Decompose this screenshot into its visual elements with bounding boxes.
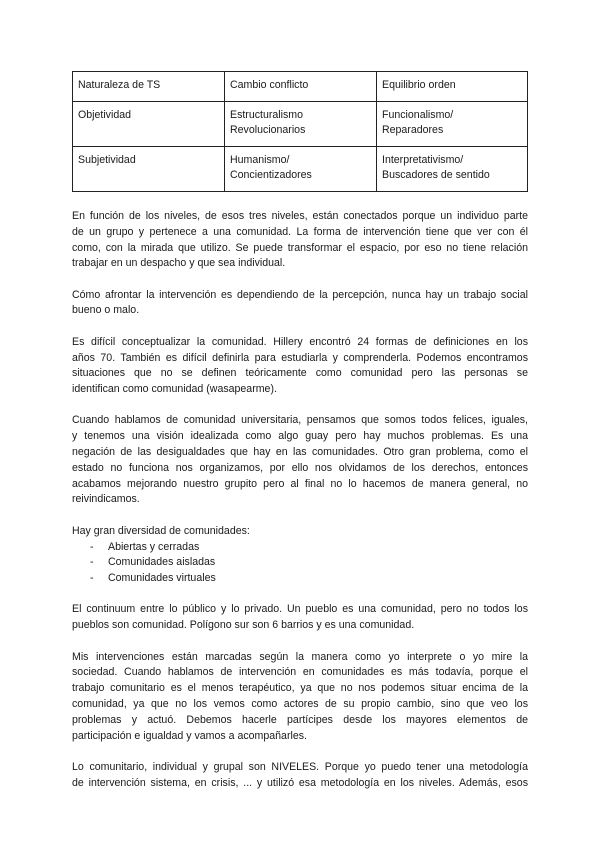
document-page <box>72 71 528 791</box>
table-header-cell: Equilibrio orden <box>377 72 528 102</box>
paragraph-levels: En función de los niveles, de esos tres niveles, están conectados porque un individuo parte de un grupo y pertenece a una comunidad. La forma de intervención tiene que ver con él como, con la mirada que utilizo. Se puede transformar el espacio, por eso no tiene relación trabajar en un despacho y que sea individual. <box>72 210 528 270</box>
paragraph-community-concept: Es difícil conceptualizar la comunidad. Hillery encontró 24 formas de definiciones en los años 70. También es difícil definirla para estudiarla y comprenderla. Podemos encontramos situaciones que no se definen teóricamente como comunidad pero las personas se identifican como comunidad (wasapearme). <box>72 335 528 396</box>
paragraph-levels-methodology: Lo comunitario, individual y grupal son NIVELES. Porque yo puedo tener una metodología de intervención sistema, en crisis, ... y utilizó esa metodología en los niveles. Además, esos <box>72 760 528 789</box>
paragraph-diversity: Hay gran diversidad de comunidades: - Abiertas y cerradas - Comunidades aisladas - Comunidades virtuales <box>72 524 528 587</box>
list-item: - Comunidades virtuales <box>90 572 216 585</box>
community-types-list <box>72 540 528 587</box>
paragraph-continuum: El continuum entre lo público y lo privado. Un pueblo es una comunidad, pero no todos los pueblos son comunidad. Polígono sur son 6 barrios y es una comunidad. <box>72 603 528 632</box>
paragraph-intervention: Cómo afrontar la intervención es dependiendo de la percepción, nunca hay un trabajo social bueno o malo. <box>72 288 528 317</box>
table-cell: Estructuralismo Revolucionarios <box>225 102 377 147</box>
table-row <box>73 102 528 147</box>
table-cell: Objetividad <box>73 102 225 147</box>
table-header-cell: Cambio conflicto <box>225 72 377 102</box>
table-cell: Subjetividad <box>73 147 225 192</box>
table-cell: Funcionalismo/ Reparadores <box>377 102 528 147</box>
list-item: - Abiertas y cerradas <box>90 540 200 553</box>
table-cell: Interpretativismo/ Buscadores de sentido <box>377 147 528 192</box>
table-header-cell: Naturaleza de TS <box>73 72 225 102</box>
table-cell: Humanismo/ Concientizadores <box>225 147 377 192</box>
ts-classification-table <box>72 71 528 192</box>
table-row <box>73 147 528 192</box>
paragraph-my-interventions: Mis intervenciones están marcadas según la manera como yo interprete o yo mire la sociedad. Cuando hablamos de intervención en comunidades es más todavía, porque el trabajo comunitario es el menos terapéutico, ya que no nos podemos situar encima de la comunidad, ya que no los vemos como actores de su propio cambio, sino que veo los problemas y actuó. Debemos hacerle partícipes desde los mayores elementos de participación e igualdad y vamos a acompañarles. <box>72 650 528 742</box>
paragraph-university-community: Cuando hablamos de comunidad universitaria, pensamos que somos todos felices, iguales, y tenemos una visión idealizada como algo guay pero hay muchos problemas. Es una negación de las desigualdades que hay en las comunidades. Otro gran problema, como el estado no funciona nos organizamos, por ello nos olvidamos de los derechos, entonces acabamos mejorando nuestro grupito pero al final no lo hacemos de manera general, no reivindicamos. <box>72 414 528 506</box>
table-header-row <box>73 72 528 102</box>
list-item: - Comunidades aisladas <box>90 556 216 569</box>
